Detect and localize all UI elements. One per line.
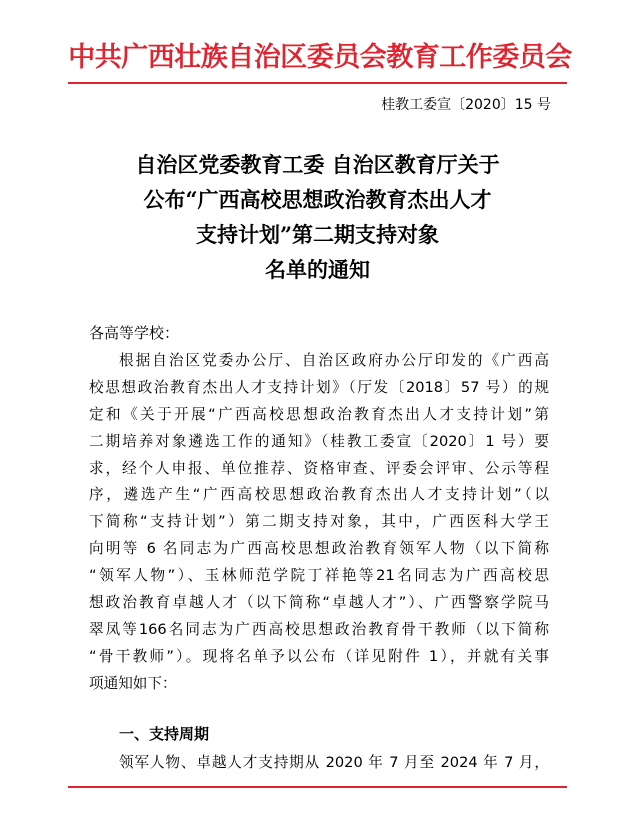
header-red-rule <box>68 82 567 84</box>
body-line: “骨干教师”）。现将名单予以公布（详见附件 1），并就有关事 <box>89 647 549 665</box>
body-line: 向明等 6 名同志为广西高校思想政治教育领军人物（以下简称 <box>89 540 549 558</box>
title-line: 名单的通知 <box>265 257 370 282</box>
title-line: 自治区党委教育工委 自治区教育厅关于 <box>135 152 500 177</box>
document-number: 桂教工委宣〔2020〕15 号 <box>381 97 551 113</box>
organization-header: 中共广西壮族自治区委员会教育工作委员会 <box>68 42 572 73</box>
section-heading: 一、支持周期 <box>119 725 210 743</box>
salutation: 各高等学校： <box>89 324 180 342</box>
title-line: 支持计划”第二期支持对象 <box>195 222 440 247</box>
body-line: “领军人物”）、玉林师范学院丁祥艳等21名同志为广西高校思 <box>89 567 549 585</box>
body-line: 根据自治区党委办公厅、自治区政府办公厅印发的《广西高 <box>119 352 549 369</box>
body-line: 项通知如下： <box>89 674 177 692</box>
body-line: 翠凤等166名同志为广西高校思想政治教育骨干教师（以下简称 <box>89 620 549 638</box>
body-line: 求，经个人申报、单位推荐、资格审查、评委会评审、公示等程 <box>89 459 549 477</box>
body-line: 想政治教育卓越人才（以下简称“卓越人才”）、广西警察学院马 <box>89 594 549 612</box>
body-line: 定和《关于开展“广西高校思想政治教育杰出人才支持计划”第 <box>89 405 549 423</box>
title-line: 公布“广西高校思想政治教育杰出人才 <box>143 187 492 212</box>
body-line: 序，遴选产生“广西高校思想政治教育杰出人才支持计划”（以 <box>89 486 549 504</box>
footer-red-rule <box>68 786 567 788</box>
body-line: 校思想政治教育杰出人才支持计划》（厅发〔2018〕57 号）的规 <box>89 378 549 396</box>
body-line: 二期培养对象遴选工作的通知》（桂教工委宣〔2020〕1 号）要 <box>89 432 549 450</box>
body-paragraph <box>89 348 549 698</box>
section-text: 领军人物、卓越人才支持期从 2020 年 7 月至 2024 年 7 月， <box>119 754 549 771</box>
body-line: 下简称“支持计划”）第二期支持对象，其中，广西医科大学王 <box>89 513 549 531</box>
document-title <box>75 147 560 287</box>
